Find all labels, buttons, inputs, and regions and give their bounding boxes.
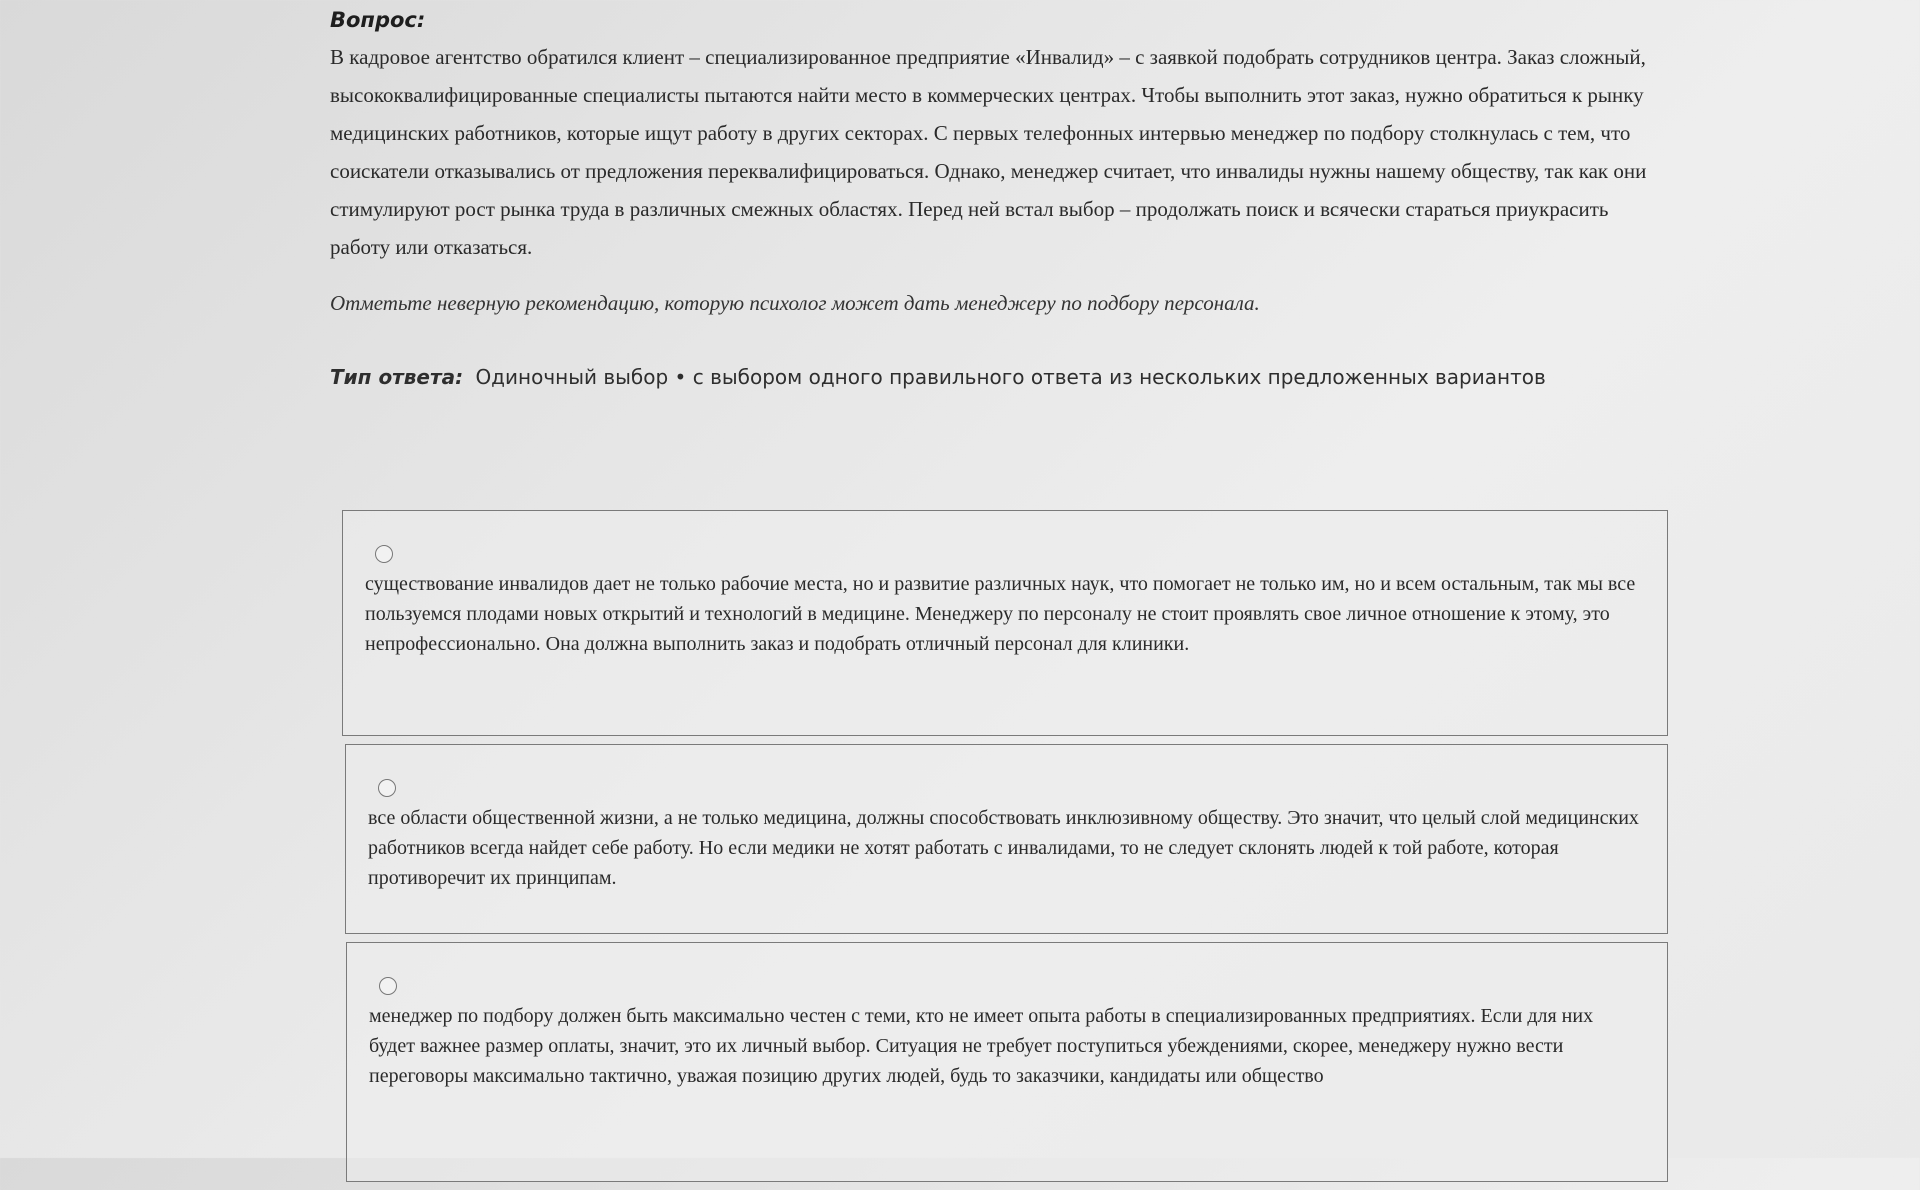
answer-option-text: менеджер по подбору должен быть максимально честен с теми, кто не имеет опыта работы в специализированных предприятиях. Если для них будет важнее размер оплаты, значит, это их личный выбор. Ситуация не требует поступиться убеждениями, скорее, менеджеру нужно вести переговоры максимально тактично, уважая позицию других людей, будь то заказчики, кандидаты или общество	[369, 1005, 1594, 1087]
question-panel	[330, 8, 1670, 392]
answer-option-text: существование инвалидов дает не только рабочие места, но и развитие различных наук, что помогает не только им, но и всем остальным, так мы все пользуемся плодами новых открытий и технологий в медицине. Менеджеру по персоналу не стоит проявлять свое личное отношение к этому, это непрофессионально. Она должна выполнить заказ и подобрать отличный персонал для клиники.	[365, 573, 1636, 655]
radio-button-1[interactable]	[375, 545, 393, 563]
answer-type	[330, 362, 1670, 392]
answer-type-label: Тип ответа:	[330, 365, 464, 389]
question-instruction: Отметьте неверную рекомендацию, которую психолог может дать менеджеру по подбору персонала.	[330, 291, 1260, 315]
answer-options	[342, 510, 1668, 1190]
question-text: В кадровое агентство обратился клиент – специализированное предприятие «Инвалид» – с заявкой подобрать сотрудников центра. Заказ сложный, высококвалифицированные специалисты пытаются найти место в коммерческих центрах. Чтобы выполнить этот заказ, нужно обратиться к рынку медицинских работников, которые ищут работу в других секторах. С первых телефонных интервью менеджер по подбору столкнулась с тем, что соискатели отказывались от предложения переквалифицироваться. Однако, менеджер считает, что инвалиды нужны нашему обществу, так как они стимулируют рост рынка труда в различных смежных областях. Перед ней встал выбор – продолжать поиск и всячески стараться приукрасить работу или отказаться.	[330, 45, 1647, 259]
answer-option-text: все области общественной жизни, а не только медицина, должны способствовать инклюзивному обществу. Это значит, что целый слой медицинских работников всегда найдет себе работу. Но если медики не хотят работать с инвалидами, то не следует склонять людей к той работе, которая противоречит их принципам.	[368, 807, 1639, 889]
radio-button-3[interactable]	[379, 977, 397, 995]
question-label: Вопрос:	[330, 8, 426, 32]
answer-type-value: Одиночный выбор • с выбором одного правильного ответа из нескольких предложенных вариантов	[475, 365, 1546, 389]
answer-option-1[interactable]	[342, 510, 1668, 736]
answer-option-2[interactable]	[345, 744, 1668, 934]
answer-option-3[interactable]	[346, 942, 1668, 1182]
radio-button-2[interactable]	[378, 779, 396, 797]
